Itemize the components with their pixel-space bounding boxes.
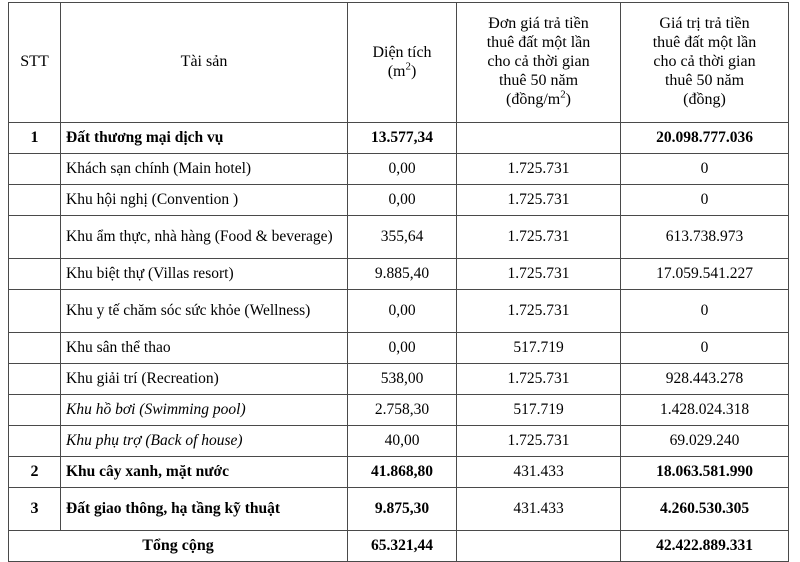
column-header-asset: Tài sản <box>61 3 348 123</box>
cell-unit-price: 1.725.731 <box>457 185 621 216</box>
cell-value: 0 <box>621 333 789 364</box>
table-row <box>9 457 789 488</box>
cell-area: 0,00 <box>348 333 457 364</box>
cell-asset-name: Đất giao thông, hạ tầng kỹ thuật <box>61 488 348 531</box>
table-row <box>9 123 789 154</box>
cell-unit-price: 431.433 <box>457 457 621 488</box>
value-line2: thuê đất một lần <box>652 34 757 52</box>
cell-value: 20.098.777.036 <box>621 123 789 154</box>
table-row <box>9 364 789 395</box>
cell-stt: 1 <box>9 123 61 154</box>
unit-price-line1: Đơn giá trả tiền <box>488 15 589 33</box>
table-header <box>9 3 789 123</box>
cell-stt <box>9 426 61 457</box>
cell-area: 0,00 <box>348 185 457 216</box>
cell-asset-name: Khu cây xanh, mặt nước <box>61 457 348 488</box>
cell-value: 1.428.024.318 <box>621 395 789 426</box>
cell-unit-price: 1.725.731 <box>457 290 621 333</box>
column-header-area-line1: Diện tích <box>372 43 432 61</box>
column-header-unit-price <box>457 3 621 123</box>
cell-stt <box>9 333 61 364</box>
cell-asset-name: Khu phụ trợ (Back of house) <box>61 426 348 457</box>
cell-value: 0 <box>621 185 789 216</box>
table-row <box>9 488 789 531</box>
column-header-value <box>621 3 789 123</box>
cell-value: 69.029.240 <box>621 426 789 457</box>
cell-stt <box>9 185 61 216</box>
cell-stt <box>9 216 61 259</box>
cell-value: 613.738.973 <box>621 216 789 259</box>
cell-area: 40,00 <box>348 426 457 457</box>
land-valuation-table <box>8 2 789 562</box>
cell-stt <box>9 154 61 185</box>
table-body <box>9 123 789 562</box>
total-label: Tổng cộng <box>9 531 348 562</box>
cell-unit-price: 1.725.731 <box>457 259 621 290</box>
cell-stt <box>9 364 61 395</box>
cell-value: 0 <box>621 154 789 185</box>
cell-unit-price <box>457 123 621 154</box>
column-header-area-unit: $(m^2)$ <box>387 60 417 80</box>
cell-stt <box>9 395 61 426</box>
cell-unit-price: 517.719 <box>457 333 621 364</box>
table-row <box>9 185 789 216</box>
value-line5: (đồng) <box>683 90 726 108</box>
cell-unit-price: 1.725.731 <box>457 154 621 185</box>
table-row <box>9 395 789 426</box>
cell-area: 9.885,40 <box>348 259 457 290</box>
unit-price-line5: $(đồng/m^2)$ <box>506 88 571 108</box>
total-area: 65.321,44 <box>348 531 457 562</box>
cell-area: 2.758,30 <box>348 395 457 426</box>
cell-value: 18.063.581.990 <box>621 457 789 488</box>
cell-unit-price: 1.725.731 <box>457 426 621 457</box>
cell-value: 17.059.541.227 <box>621 259 789 290</box>
unit-price-line3: cho cả thời gian <box>487 53 590 71</box>
cell-area: 0,00 <box>348 290 457 333</box>
unit-price-line2: thuê đất một lần <box>486 34 591 52</box>
cell-asset-name: Khu hồ bơi (Swimming pool) <box>61 395 348 426</box>
value-line4: thuê 50 năm <box>664 71 745 89</box>
cell-area: 538,00 <box>348 364 457 395</box>
cell-area: 355,64 <box>348 216 457 259</box>
cell-asset-name: Khu biệt thự (Villas resort) <box>61 259 348 290</box>
value-line1: Giá trị trả tiền <box>659 15 750 33</box>
cell-asset-name: Đất thương mại dịch vụ <box>61 123 348 154</box>
cell-stt: 3 <box>9 488 61 531</box>
cell-value: 0 <box>621 290 789 333</box>
total-unit-price <box>457 531 621 562</box>
cell-unit-price: 517.719 <box>457 395 621 426</box>
table-row <box>9 426 789 457</box>
table-row <box>9 290 789 333</box>
table-row <box>9 154 789 185</box>
table-row <box>9 333 789 364</box>
cell-asset-name: Khách sạn chính (Main hotel) <box>61 154 348 185</box>
cell-asset-name: Khu ẩm thực, nhà hàng (Food & beverage) <box>61 216 348 259</box>
column-header-area <box>348 3 457 123</box>
cell-unit-price: 431.433 <box>457 488 621 531</box>
cell-asset-name: Khu y tế chăm sóc sức khỏe (Wellness) <box>61 290 348 333</box>
cell-stt <box>9 259 61 290</box>
value-line3: cho cả thời gian <box>653 53 756 71</box>
cell-area: 9.875,30 <box>348 488 457 531</box>
cell-stt: 2 <box>9 457 61 488</box>
total-value: 42.422.889.331 <box>621 531 789 562</box>
table-row <box>9 216 789 259</box>
cell-value: 928.443.278 <box>621 364 789 395</box>
column-header-stt: STT <box>9 3 61 123</box>
table-row <box>9 259 789 290</box>
header-row <box>9 3 789 123</box>
cell-asset-name: Khu giải trí (Recreation) <box>61 364 348 395</box>
cell-value: 4.260.530.305 <box>621 488 789 531</box>
cell-area: 13.577,34 <box>348 123 457 154</box>
cell-asset-name: Khu hội nghị (Convention ) <box>61 185 348 216</box>
total-row <box>9 531 789 562</box>
superscript-two: 2 <box>560 88 566 101</box>
unit-price-line4: thuê 50 năm <box>498 71 579 89</box>
cell-unit-price: 1.725.731 <box>457 364 621 395</box>
cell-area: 0,00 <box>348 154 457 185</box>
cell-asset-name: Khu sân thể thao <box>61 333 348 364</box>
cell-area: 41.868,80 <box>348 457 457 488</box>
cell-stt <box>9 290 61 333</box>
superscript-two: 2 <box>405 60 411 73</box>
cell-unit-price: 1.725.731 <box>457 216 621 259</box>
